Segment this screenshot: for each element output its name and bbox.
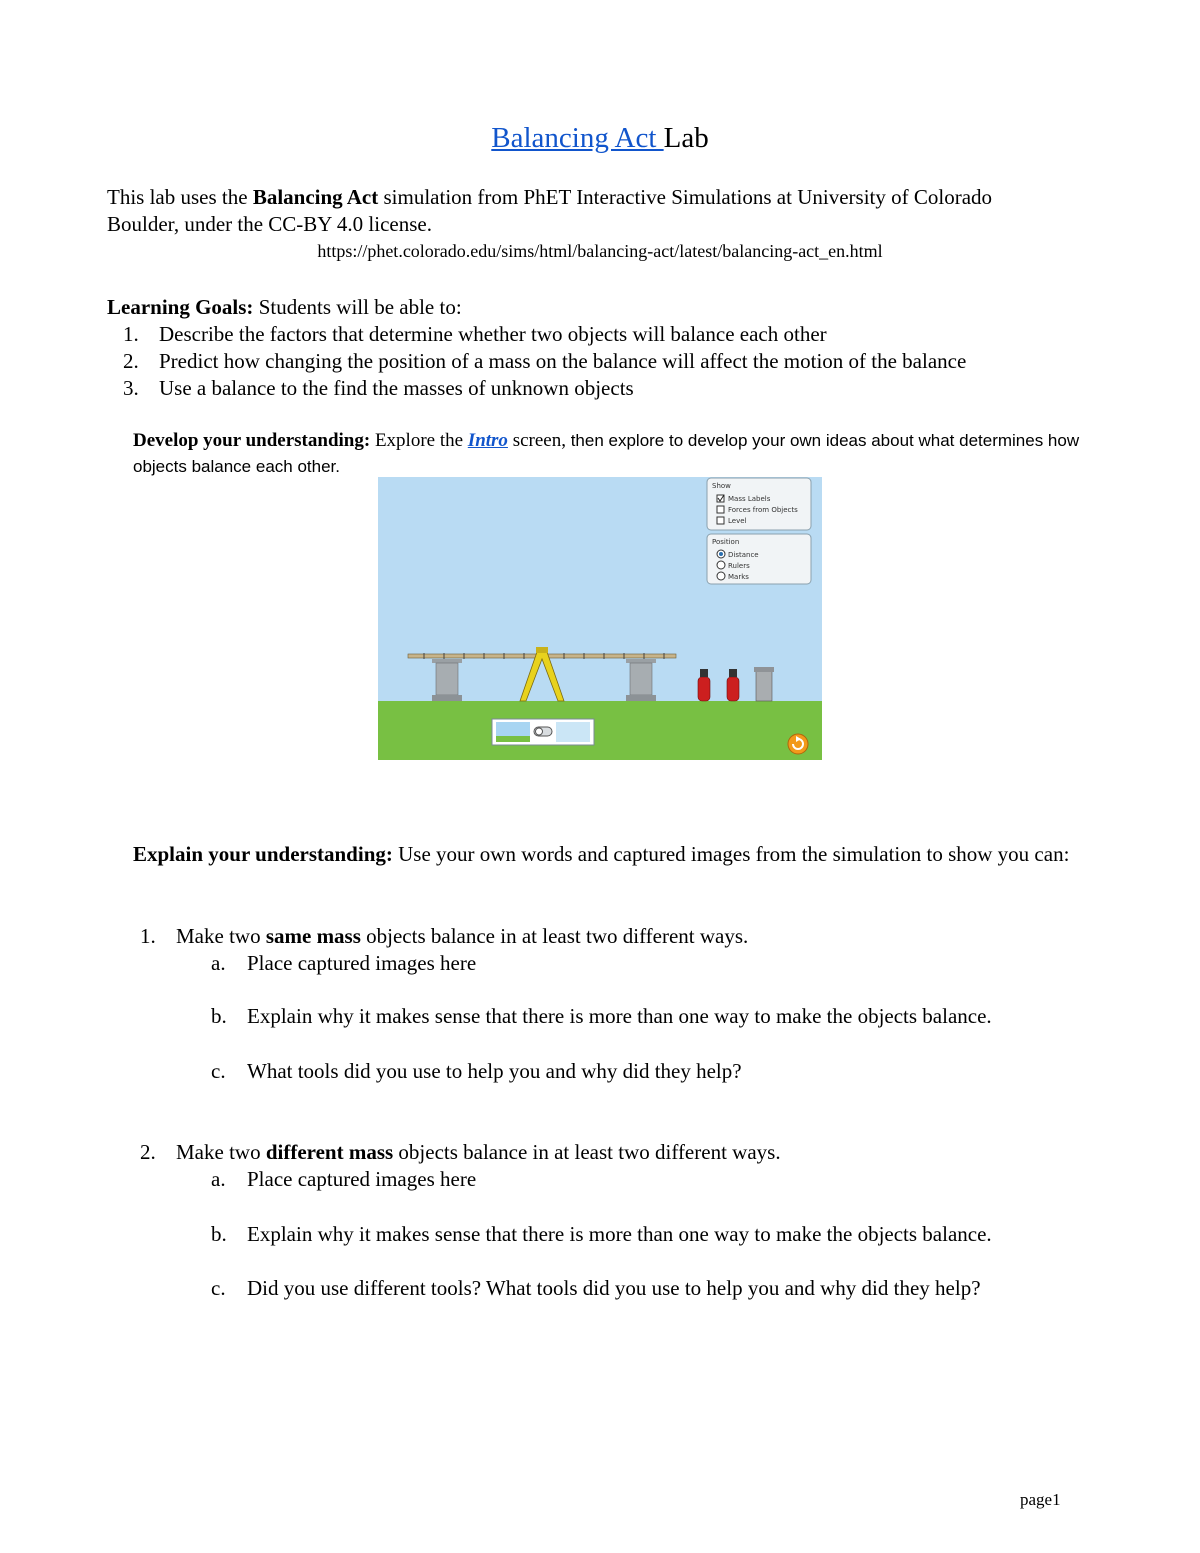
title-link[interactable]: Balancing Act [491,122,664,154]
develop-pre: Explore the [370,430,468,451]
question-item [140,1139,781,1166]
develop-post1: screen, [507,430,566,451]
support-column-left[interactable] [432,659,462,701]
marks-radio[interactable] [717,572,725,580]
sub-letter: a. [211,1167,226,1191]
question-sub-item [211,1058,742,1085]
rulers-radio[interactable] [717,561,725,569]
position-option: Rulers [728,562,750,570]
title-suffix: Lab [663,122,709,154]
question-number: 1. [140,924,156,948]
show-option: Forces from Objects [728,506,798,514]
sub-text: Place captured images here [247,1167,477,1191]
show-panel-heading: Show [712,482,731,490]
develop-label: Develop your understanding: [133,430,371,451]
intro-sim-name: Balancing Act [252,185,379,209]
simulation-screenshot [378,477,822,760]
support-column-right[interactable] [626,659,656,701]
sub-letter: c. [211,1276,226,1300]
explain-text: Use your own words and captured images from the simulation to show you can: [392,842,1070,866]
develop-paragraph [133,428,1083,480]
reset-button[interactable] [788,734,808,754]
question-bold: same mass [265,924,361,948]
sub-text: What tools did you use to help you and why did they help? [247,1059,742,1083]
screen-toggle[interactable] [492,719,594,745]
learning-goals-label: Learning Goals: [107,295,254,319]
question-number: 2. [140,1140,156,1164]
position-option: Marks [728,573,749,581]
develop-post2: then explore to develop your own ideas about what determines how objects balance each other. [133,431,1080,476]
level-checkbox[interactable] [717,517,724,524]
learning-goal-item [107,348,966,375]
intro-screen-link[interactable]: Intro [467,430,508,451]
question-item [140,923,748,950]
position-panel-heading: Position [712,538,740,546]
question-sub-item [211,1275,981,1302]
intro-pre: This lab uses the [107,185,253,209]
ground [378,701,822,760]
page-title [0,118,1200,158]
sub-text: Explain why it makes sense that there is more than one way to make the objects balance. [247,1004,992,1028]
learning-goal-item [107,321,827,348]
show-option: Mass Labels [728,495,771,503]
learning-goal-item [107,375,634,402]
position-option: Distance [728,551,759,559]
trash-can[interactable] [754,667,774,701]
page-number: page1 [1020,1490,1061,1509]
goal-number: 3. [123,376,139,400]
sub-text: Explain why it makes sense that there is more than one way to make the objects balance. [247,1222,992,1246]
question-pre: Make two [176,924,266,948]
intro-post: simulation from PhET Interactive Simulations at University of Colorado Boulder, under the CC-BY 4.0 license. [107,185,993,236]
question-sub-item [211,1221,992,1248]
goal-number: 1. [123,322,139,346]
learning-goals-heading [107,294,462,321]
goal-number: 2. [123,349,139,373]
intro-paragraph [107,184,1067,238]
learning-goals-lead: Students will be able to: [253,295,462,319]
question-sub-item [211,950,476,977]
show-option: Level [728,517,747,525]
question-post: objects balance in at least two different ways. [360,924,749,948]
forces-checkbox[interactable] [717,506,724,513]
sim-url[interactable]: https://phet.colorado.edu/sims/html/balancing-act/latest/balancing-act_en.html [317,241,883,261]
goal-text: Describe the factors that determine whether two objects will balance each other [159,322,827,346]
question-pre: Make two [176,1140,266,1164]
explain-paragraph [133,841,1083,868]
sub-text: Did you use different tools? What tools did you use to help you and why did they help? [247,1276,981,1300]
question-sub-item [211,1166,476,1193]
sub-letter: b. [211,1222,227,1246]
sub-letter: c. [211,1059,226,1083]
goal-text: Predict how changing the position of a mass on the balance will affect the motion of the balance [159,349,967,373]
sub-text: Place captured images here [247,951,477,975]
sub-letter: b. [211,1004,227,1028]
goal-text: Use a balance to the find the masses of unknown objects [159,376,634,400]
sub-letter: a. [211,951,226,975]
show-panel [707,478,811,530]
explain-label: Explain your understanding: [133,842,393,866]
question-sub-item [211,1003,992,1030]
question-bold: different mass [265,1140,394,1164]
position-panel [707,534,811,584]
question-post: objects balance in at least two different ways. [393,1140,781,1164]
